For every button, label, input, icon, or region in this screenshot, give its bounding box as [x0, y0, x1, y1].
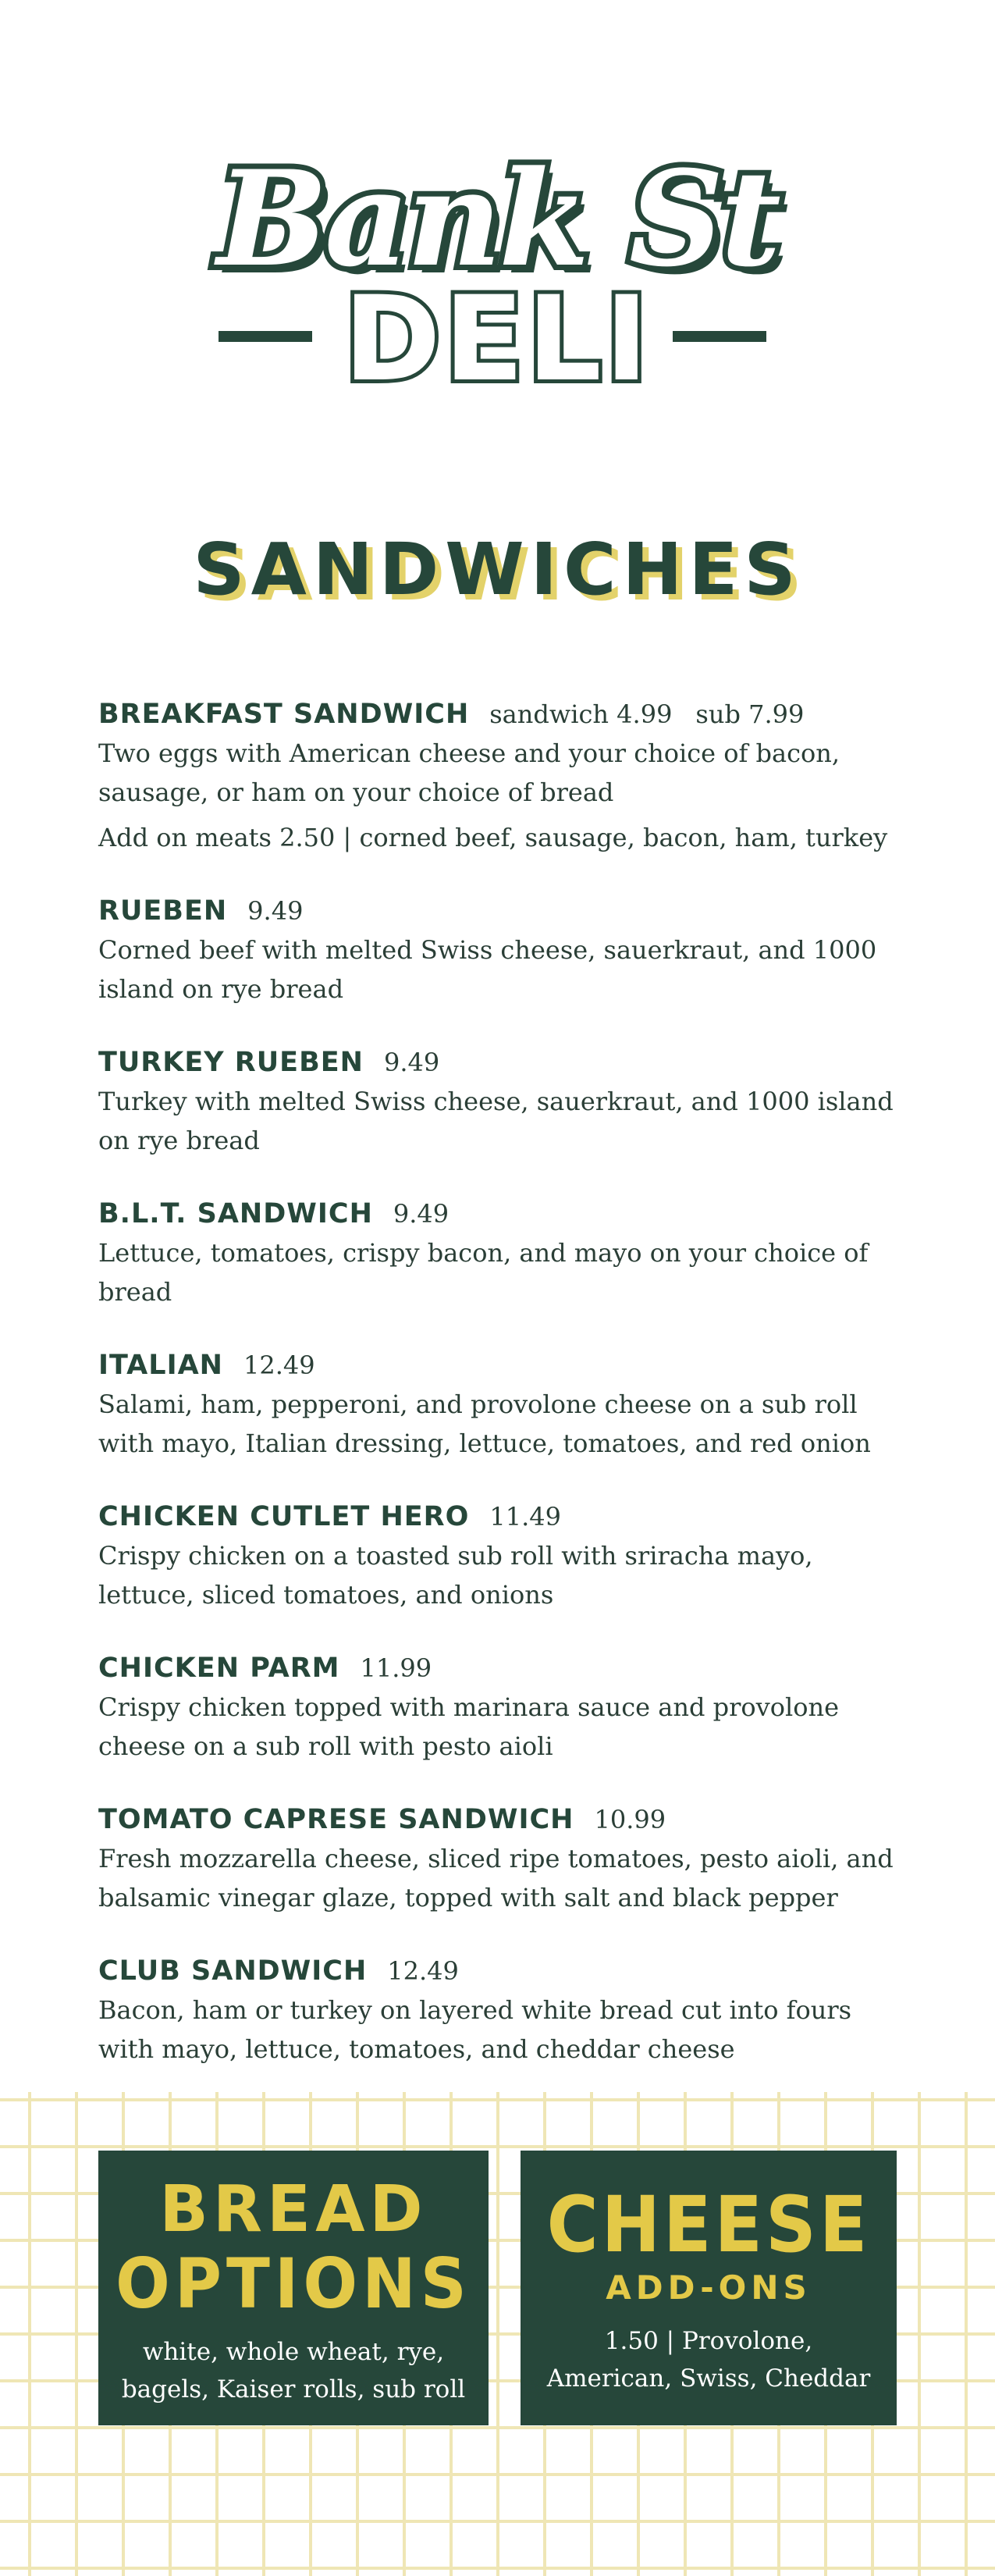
- menu-item-name: CLUB SANDWICH: [98, 1955, 368, 1987]
- menu-item-club-sandwich: [98, 1952, 910, 2069]
- bread-options-text: white, whole wheat, rye, bagels, Kaiser rolls, sub roll: [121, 2338, 466, 2403]
- menu-item-addon: Add on meats 2.50 | corned beef, sausage, bacon, ham, turkey: [98, 823, 888, 852]
- menu-item-price: 10.99: [594, 1805, 666, 1834]
- menu-item-name: CHICKEN CUTLET HERO: [98, 1501, 470, 1532]
- cheese-addons-title-line2: ADD-ONS: [606, 2268, 812, 2307]
- menu-item-breakfast-sandwich: [98, 695, 910, 857]
- menu-item-price: 11.49: [489, 1502, 561, 1532]
- menu-item-italian: [98, 1346, 910, 1463]
- logo-divider-right: [673, 331, 766, 342]
- menu-item-price: 9.49: [247, 896, 304, 926]
- menu-item-description: Fresh mozzarella cheese, sliced ripe tomatoes, pesto aioli, and balsamic vinegar glaze, topped with salt and black pepper: [98, 1844, 894, 1912]
- bread-options-title-line2: OPTIONS: [115, 2244, 471, 2325]
- menu-item-description: Two eggs with American cheese and your choice of bacon, sausage, or ham on your choice of bread: [98, 738, 840, 807]
- menu-item-name: CHICKEN PARM: [98, 1653, 340, 1684]
- menu-item-header: [98, 1043, 910, 1082]
- menu-item-price: 12.49: [243, 1350, 315, 1380]
- cheese-addons-text: 1.50 | Provolone, American, Swiss, Cheddar: [546, 2327, 871, 2393]
- cheese-addons-box: [521, 2151, 897, 2425]
- menu-item-header: [98, 1649, 910, 1688]
- menu-list: [98, 695, 910, 2103]
- menu-item-price: 9.49: [383, 1048, 440, 1077]
- menu-item-name: B.L.T. SANDWICH: [98, 1198, 373, 1229]
- menu-item-name: RUEBEN: [98, 895, 228, 927]
- menu-item-price: 12.49: [387, 1956, 459, 1986]
- menu-item-rueben: [98, 891, 910, 1009]
- menu-item-chicken-parm: [98, 1649, 910, 1766]
- logo: [0, 141, 995, 406]
- menu-item-description: Salami, ham, pepperoni, and provolone cheese on a sub roll with mayo, Italian dressing, lettuce, tomatoes, and red onion: [98, 1389, 871, 1458]
- menu-item-blt-sandwich: [98, 1194, 910, 1311]
- menu-item-header: [98, 1346, 910, 1385]
- menu-item-header: [98, 891, 910, 930]
- menu-item-name: ITALIAN: [98, 1350, 223, 1381]
- menu-item-price: sandwich 4.99: [489, 699, 673, 729]
- menu-item-header: [98, 1952, 910, 1991]
- logo-deli-row: [0, 272, 995, 407]
- menu-item-description: Crispy chicken topped with marinara sauce and provolone cheese on a sub roll with pesto aioli: [98, 1692, 840, 1761]
- menu-item-name: BREAKFAST SANDWICH: [98, 699, 470, 730]
- menu-item-price: 9.49: [393, 1199, 450, 1229]
- menu-item-description: Turkey with melted Swiss cheese, sauerkraut, and 1000 island on rye bread: [98, 1087, 894, 1155]
- menu-item-name: TOMATO CAPRESE SANDWICH: [98, 1804, 574, 1835]
- menu-item-header: [98, 1800, 910, 1839]
- cheese-addons-title-line1: CHEESE: [546, 2179, 871, 2271]
- logo-script-text: Bank St: [217, 141, 778, 296]
- menu-item-description: Crispy chicken on a toasted sub roll with sriracha mayo, lettuce, sliced tomatoes, and onions: [98, 1541, 813, 1610]
- bread-options-title-line1: BREAD: [159, 2172, 428, 2247]
- section-title: SANDWICHES: [193, 528, 802, 611]
- menu-item-price-sub: sub 7.99: [695, 699, 805, 729]
- menu-item-name: TURKEY RUEBEN: [98, 1047, 364, 1078]
- menu-item-description: Lettuce, tomatoes, crispy bacon, and mayo on your choice of bread: [98, 1238, 869, 1307]
- menu-item-description: Bacon, ham or turkey on layered white bread cut into fours with mayo, lettuce, tomatoes, and cheddar cheese: [98, 1995, 852, 2064]
- logo-block-text: DELI: [343, 272, 652, 407]
- menu-item-header: [98, 695, 910, 734]
- menu-item-header: [98, 1497, 910, 1536]
- menu-item-chicken-cutlet-hero: [98, 1497, 910, 1614]
- bread-options-box: [98, 2151, 489, 2425]
- menu-item-header: [98, 1194, 910, 1233]
- menu-item-tomato-caprese-sandwich: [98, 1800, 910, 1917]
- menu-item-turkey-rueben: [98, 1043, 910, 1160]
- menu-item-price: 11.99: [360, 1653, 432, 1683]
- menu-item-description: Corned beef with melted Swiss cheese, sauerkraut, and 1000 island on rye bread: [98, 935, 877, 1004]
